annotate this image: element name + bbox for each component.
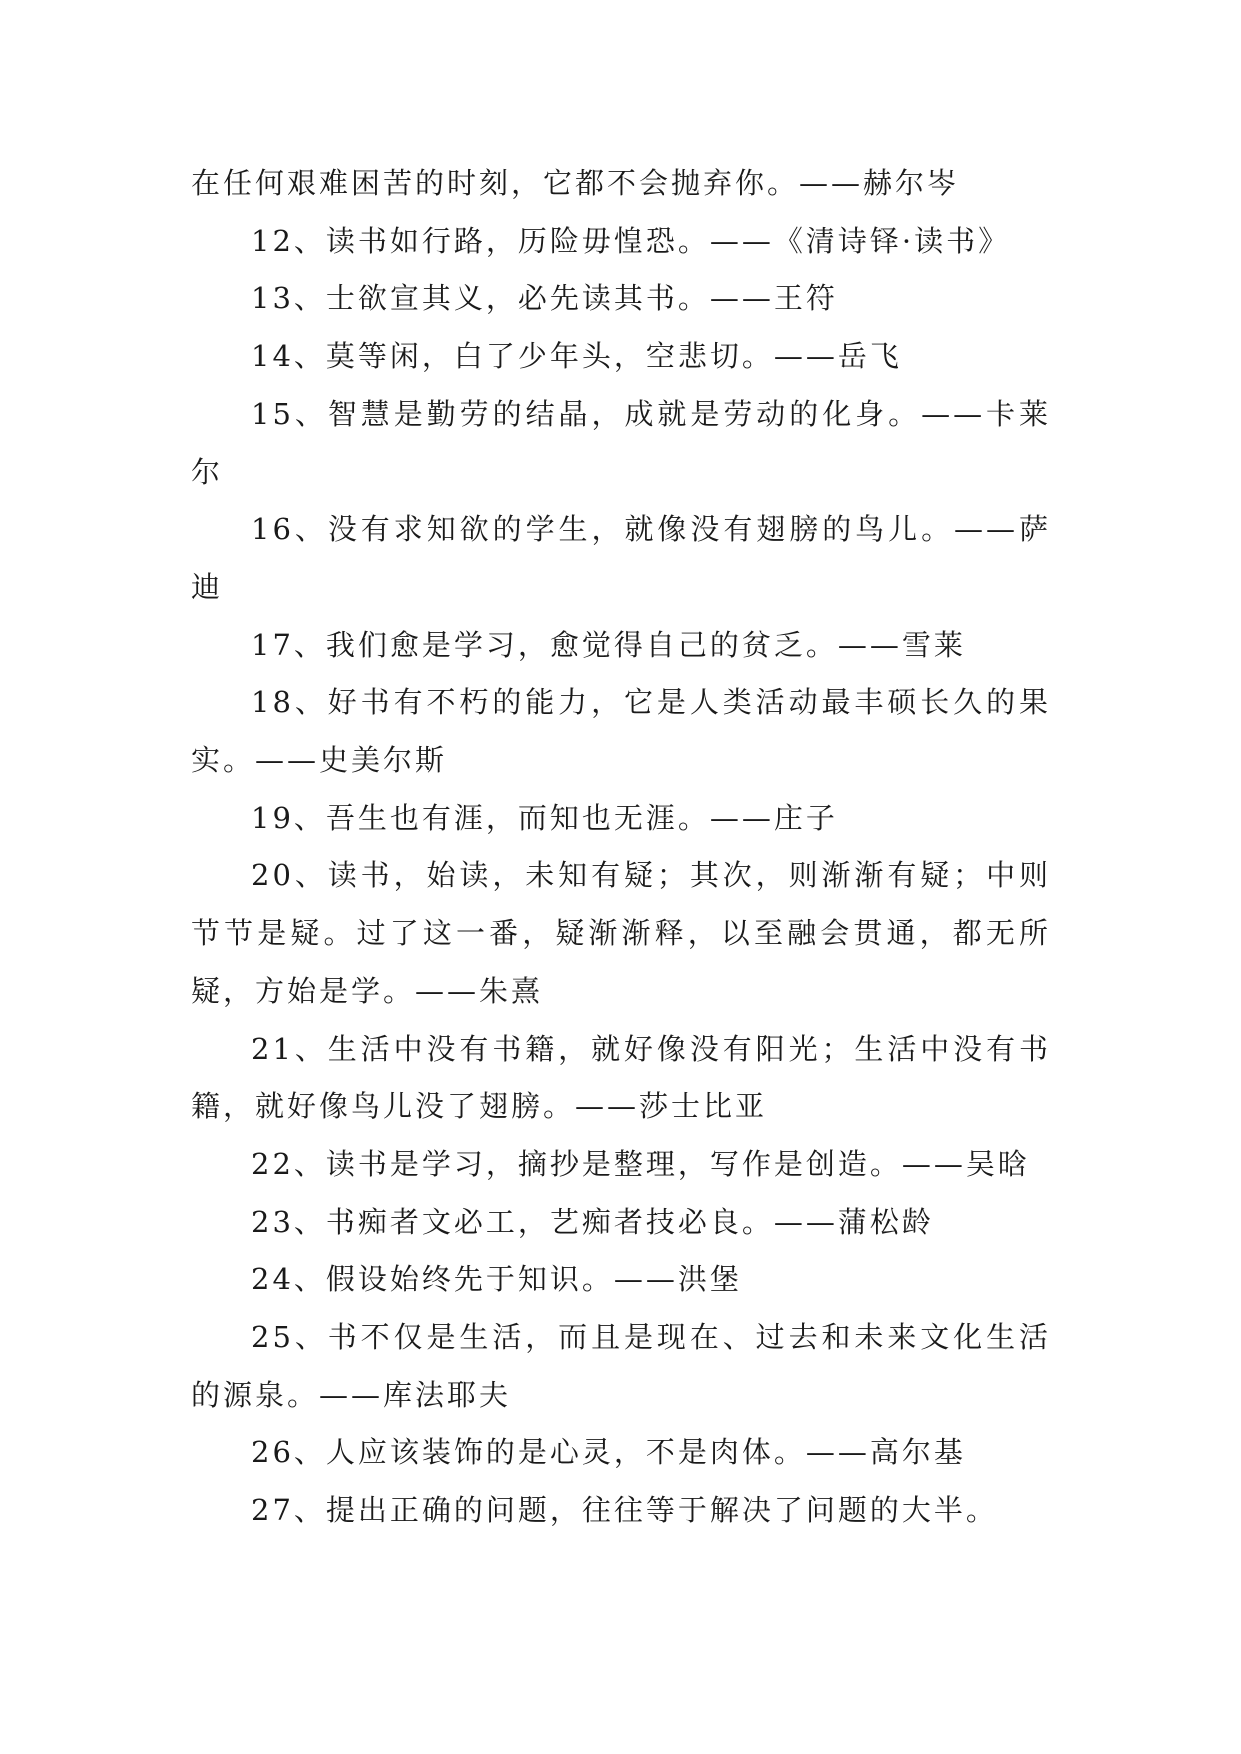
- quote-paragraph: 在任何艰难困苦的时刻，它都不会抛弃你。——赫尔岑: [191, 166, 960, 200]
- quote-paragraph: 17、我们愈是学习，愈觉得自己的贫乏。——雪莱: [251, 627, 966, 662]
- quote-paragraph: 14、莫等闲，白了少年头，空悲切。——岳飞: [251, 339, 902, 374]
- quote-paragraph: 19、吾生也有涯，而知也无涯。——庄子: [251, 800, 838, 835]
- document-body: [191, 155, 1051, 1540]
- quote-paragraph: 15、智慧是勤劳的结晶，成就是劳动的化身。——卡莱尔: [191, 396, 1051, 489]
- quote-paragraph: 21、生活中没有书籍，就好像没有阳光；生活中没有书籍，就好像鸟儿没了翅膀。——莎士比亚: [191, 1031, 1051, 1124]
- quote-paragraph: 25、书不仅是生活，而且是现在、过去和未来文化生活的源泉。——库法耶夫: [191, 1320, 1051, 1412]
- quote-paragraph: 12、读书如行路，历险毋惶恐。——《清诗铎·读书》: [251, 223, 1011, 258]
- quote-paragraph: 18、好书有不朽的能力，它是人类活动最丰硕长久的果实。——史美尔斯: [191, 685, 1051, 778]
- quote-paragraph: 13、士欲宣其义，必先读其书。——王符: [251, 281, 838, 316]
- quote-paragraph: 22、读书是学习，摘抄是整理，写作是创造。——吴晗: [251, 1146, 1030, 1181]
- quote-paragraph: 24、假设始终先于知识。——洪堡: [251, 1262, 742, 1297]
- quote-paragraph: 20、读书，始读，未知有疑；其次，则渐渐有疑；中则节节是疑。过了这一番，疑渐渐释，以至融会贯通，都无所疑，方始是学。——朱熹: [191, 858, 1051, 1008]
- quote-paragraph: 27、提出正确的问题，往往等于解决了问题的大半。: [251, 1493, 998, 1528]
- quote-paragraph: 16、没有求知欲的学生，就像没有翅膀的鸟儿。——萨迪: [191, 512, 1051, 604]
- quote-paragraph: 26、人应该装饰的是心灵，不是肉体。——高尔基: [251, 1435, 966, 1470]
- quote-paragraph: 23、书痴者文必工，艺痴者技必良。——蒲松龄: [251, 1204, 934, 1239]
